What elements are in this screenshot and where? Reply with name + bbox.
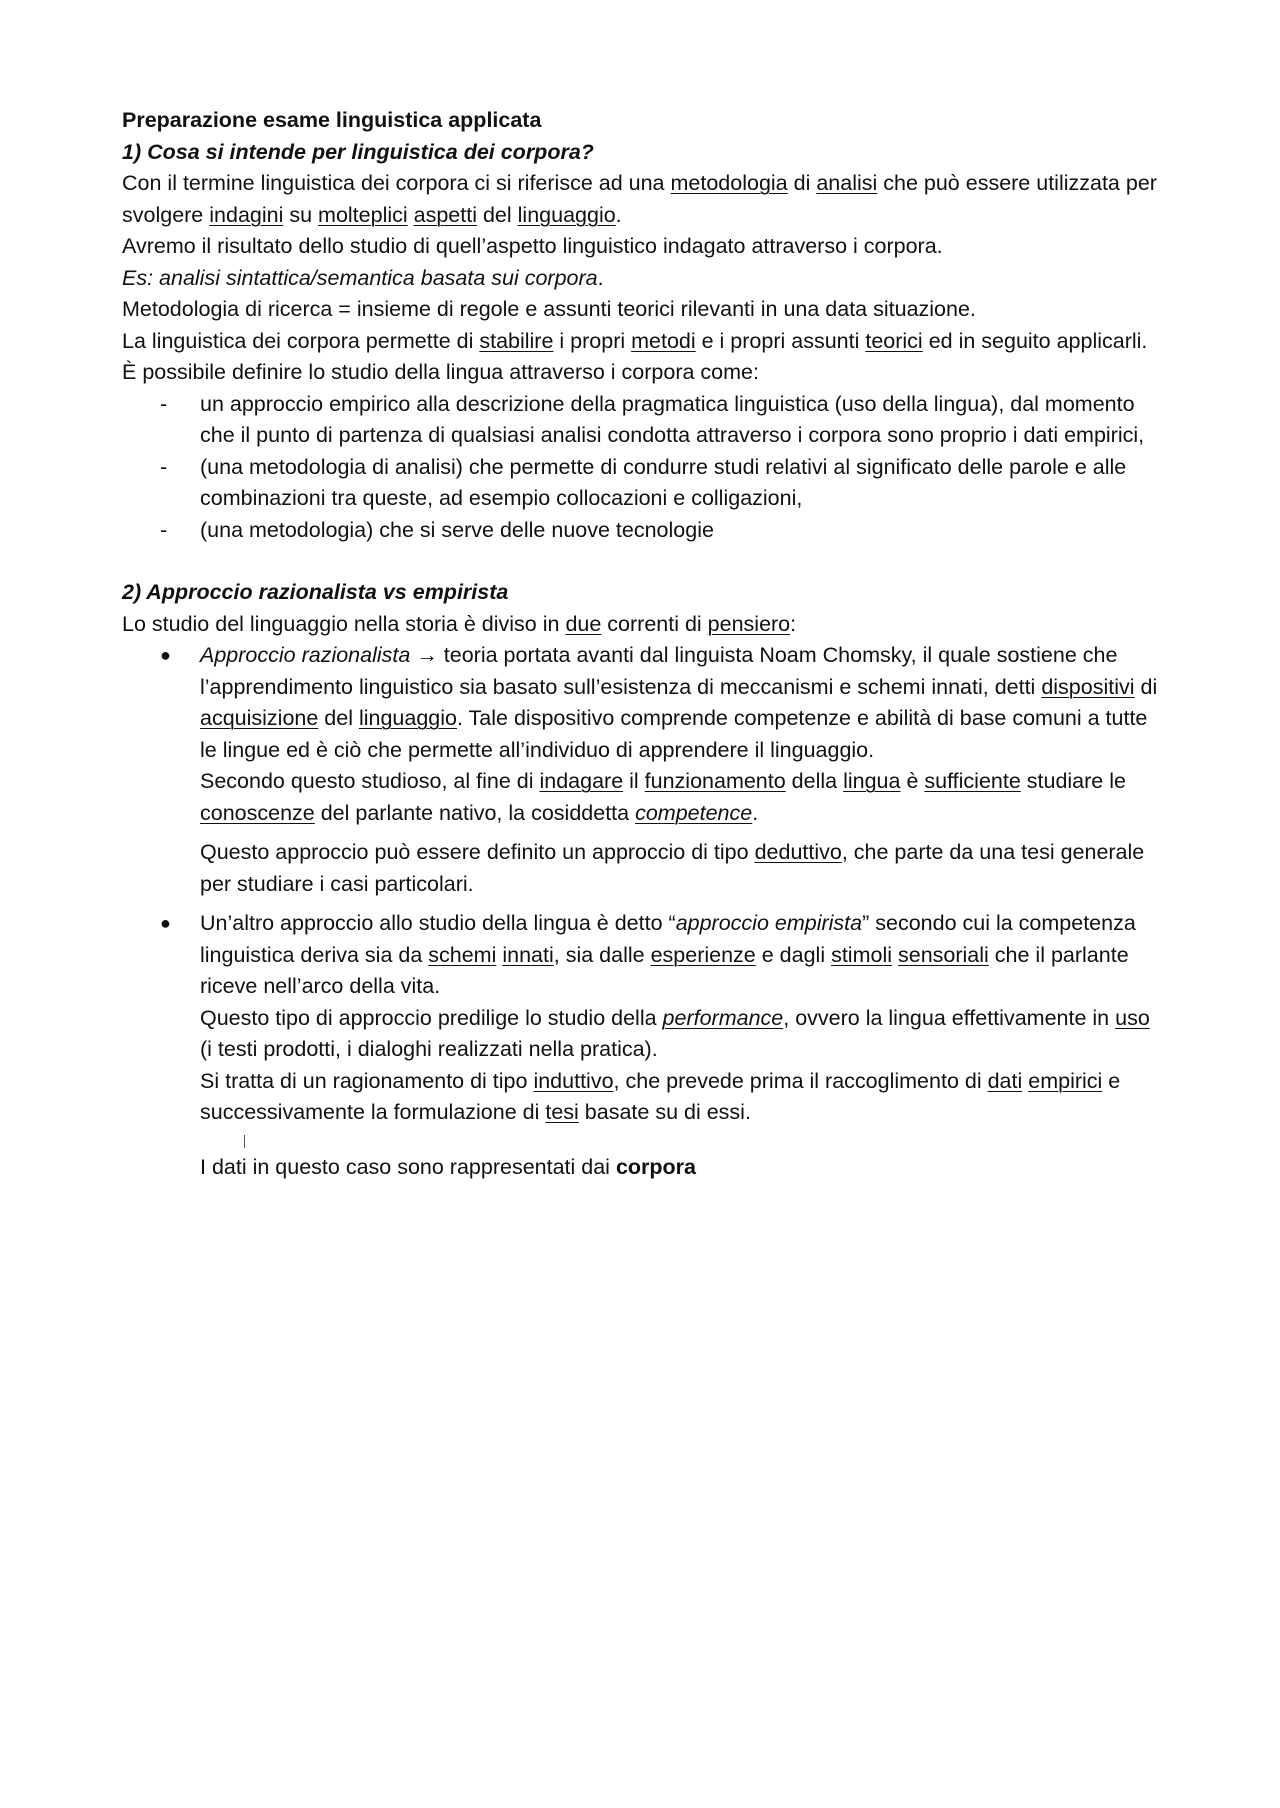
underlined-term: analisi <box>816 171 878 195</box>
section-1-heading: 1) Cosa si intende per linguistica dei corpora? <box>122 139 594 164</box>
underlined-term: esperienze <box>650 942 756 967</box>
underlined-term: aspetti <box>413 202 477 227</box>
spacer <box>122 546 1162 577</box>
underlined-term: sensoriali <box>897 942 989 967</box>
definition-list <box>122 389 1162 547</box>
underlined-term: linguaggio <box>358 706 457 730</box>
underlined-term: linguaggio <box>517 202 616 227</box>
underlined-term: deduttivo <box>754 840 842 864</box>
section-2-heading: 2) Approccio razionalista vs empirista <box>122 580 509 604</box>
underlined-term: indagare <box>539 769 624 793</box>
underlined-term: performance <box>662 1005 784 1030</box>
italic-term: approccio empirista <box>675 911 863 935</box>
underlined-term: innati <box>502 942 554 967</box>
list-item-empiricist: ● Un’altro approccio allo studio della lingua è detto “approccio empirista” secondo cui la competenza linguistica deriva sia da schemi innati, sia dalle esperienze e dagli stimoli sensoriali che il parlante riceve nell’arco della vita. Questo tipo di approccio predilige lo studio della performance, ovvero la lingua effettivamente in uso (i testi prodotti, i dialoghi realizzati nella pratica). Si tratta di un ragionamento di tipo induttivo, che prevede prima il raccoglimento di dati empirici e successivamente la formulazione di tesi basate su di essi. <box>122 908 1162 1129</box>
bullet-marker: ● <box>160 645 171 665</box>
underlined-term: uso <box>1115 1005 1150 1030</box>
underlined-term: funzionamento <box>644 769 786 793</box>
italic-term: Approccio razionalista <box>200 643 411 667</box>
underlined-term: dispositivi <box>1041 674 1135 699</box>
paragraph-example: Es: analisi sintattica/semantica basata sui corpora. <box>122 265 604 290</box>
underlined-term: pensiero <box>707 611 791 636</box>
paragraph-definition: Con il termine linguistica dei corpora ci si riferisce ad una metodologia di analisi che può essere utilizzata per svolgere indagini su molteplici aspetti del linguaggio. <box>122 171 1157 227</box>
underlined-term: molteplici <box>318 202 408 227</box>
list-item: - (una metodologia di analisi) che permette di condurre studi relativi al significato delle parole e alle combinazioni tra queste, ad esempio collocazioni e colligazioni, <box>122 452 1162 515</box>
underlined-term: sufficiente <box>924 769 1021 793</box>
underlined-term: teorici <box>865 328 923 353</box>
dash-marker: - <box>160 454 168 479</box>
approach-list <box>122 640 1162 1129</box>
paragraph-list-intro: È possibile definire lo studio della lingua attraverso i corpora come: <box>122 360 759 384</box>
document-title: Preparazione esame linguistica applicata <box>122 108 542 132</box>
text-cursor-mark <box>244 1135 245 1148</box>
underlined-term: tesi <box>545 1100 579 1124</box>
underlined-term: lingua <box>843 769 901 793</box>
underlined-term: conoscenze <box>200 800 315 825</box>
list-item: - (una metodologia) che si serve delle nuove tecnologie <box>122 515 1162 547</box>
underlined-term: stimoli <box>831 942 892 967</box>
paragraph-corpus-linguistics: La linguistica dei corpora permette di stabilire i propri metodi e i propri assunti teorici ed in seguito applicarli. <box>122 328 1148 353</box>
list-item: - un approccio empirico alla descrizione della pragmatica linguistica (uso della lingua), dal momento che il punto di partenza di qualsiasi analisi condotta attraverso i corpora sono proprio i dati empirici, <box>122 389 1162 452</box>
underlined-term: metodologia <box>670 171 788 195</box>
underlined-term: empirici <box>1028 1068 1103 1093</box>
underlined-term: dati <box>987 1068 1023 1093</box>
underlined-term: competence <box>635 800 753 825</box>
dash-marker: - <box>160 517 168 542</box>
list-item-rationalist: ● Approccio razionalista → teoria portata avanti dal linguista Noam Chomsky, il quale sostiene che l’apprendimento linguistico sia basato sull’esistenza di meccanismi e schemi innati, detti dispositivi di acquisizione del linguaggio. Tale dispositivo comprende competenze e abilità di base comuni a tutte le lingue ed è ciò che permette all’individuo di apprendere il linguaggio. Secondo questo studioso, al fine di indagare il funzionamento della lingua è sufficiente studiare le conoscenze del parlante nativo, la cosiddetta competence. Questo approccio può essere definito un approccio di tipo deduttivo, che parte da una tesi generale per studiare i casi particolari. <box>122 640 1162 900</box>
dash-marker: - <box>160 391 168 416</box>
paragraph-methodology: Metodologia di ricerca = insieme di regole e assunti teorici rilevanti in una data situazione. <box>122 297 976 321</box>
underlined-term: stabilire <box>479 328 554 353</box>
underlined-term: indagini <box>209 202 284 227</box>
underlined-term: metodi <box>631 328 696 353</box>
paragraph-final: I dati in questo caso sono rappresentati dai corpora <box>200 1154 696 1179</box>
underlined-term: schemi <box>428 942 497 967</box>
underlined-term: induttivo <box>533 1068 614 1093</box>
underlined-term: acquisizione <box>200 706 319 730</box>
document-body <box>122 105 1162 1183</box>
underlined-term: due <box>565 611 602 636</box>
bullet-marker: ● <box>160 913 171 933</box>
paragraph-result: Avremo il risultato dello studio di quell’aspetto linguistico indagato attraverso i corpora. <box>122 234 943 258</box>
paragraph-two-currents: Lo studio del linguaggio nella storia è diviso in due correnti di pensiero: <box>122 611 797 636</box>
